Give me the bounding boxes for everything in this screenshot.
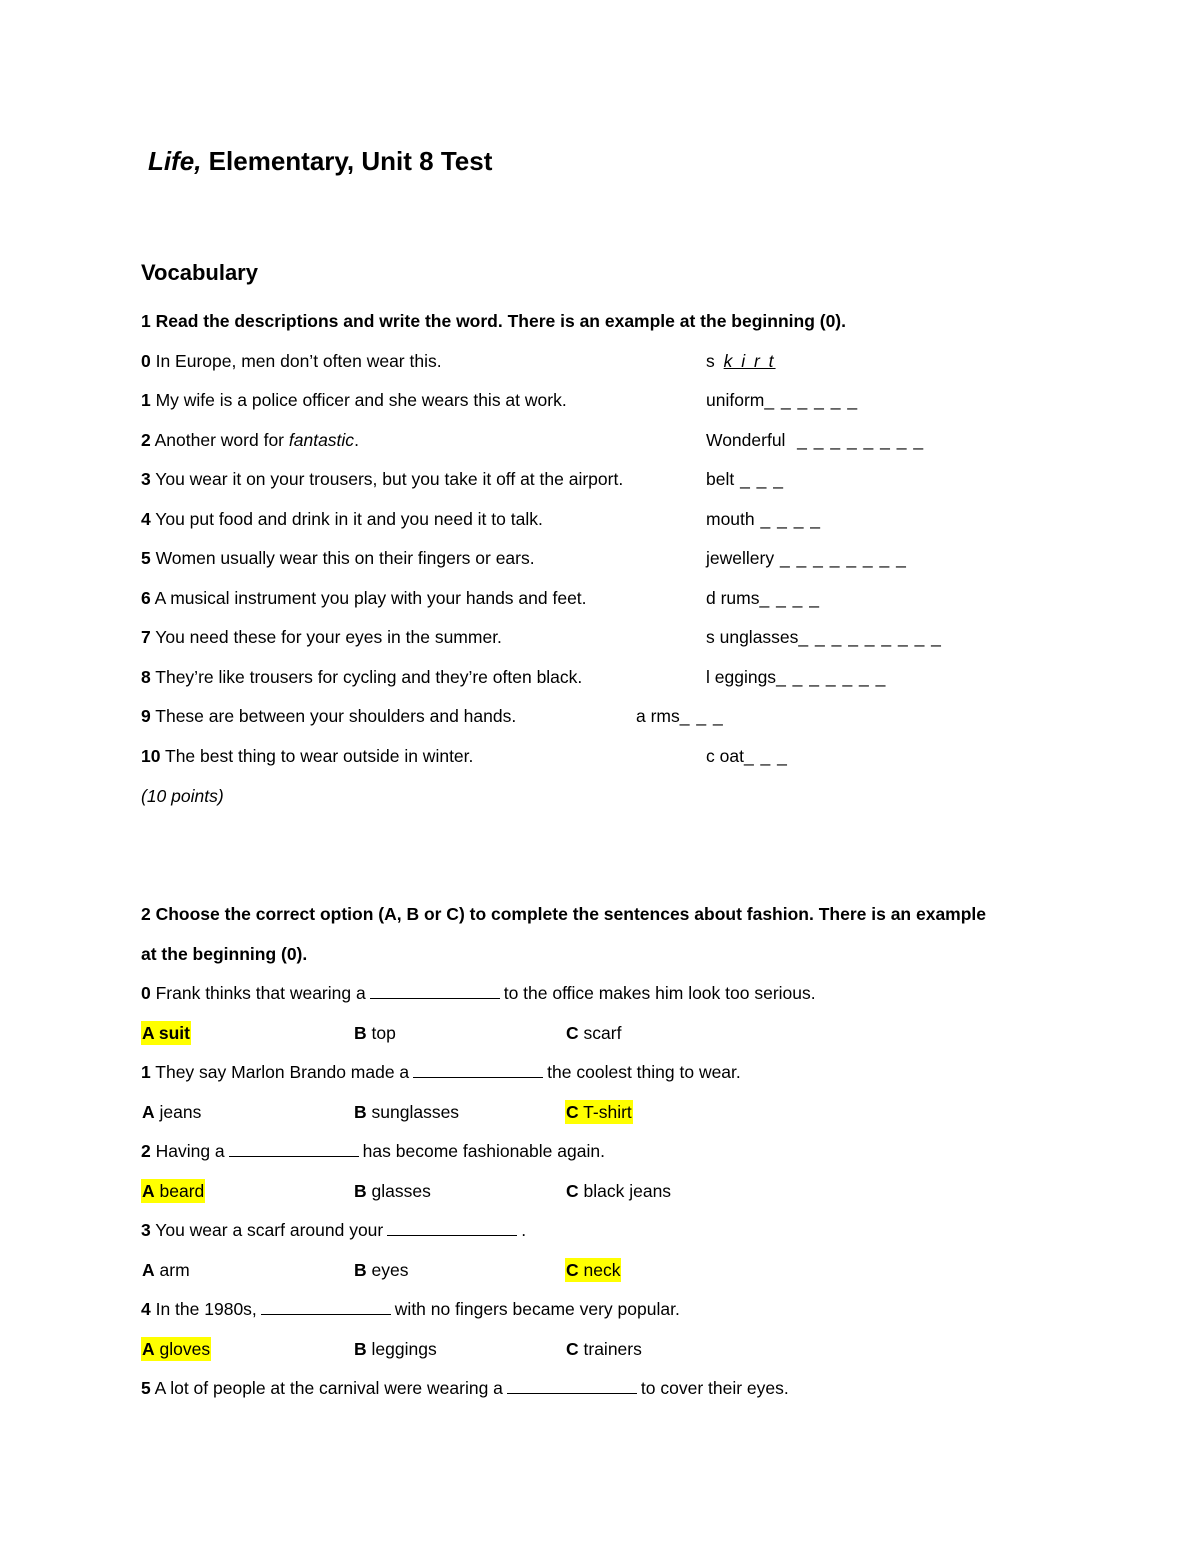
option-c[interactable] — [565, 1258, 621, 1282]
ex1-answer-field[interactable] — [706, 467, 784, 491]
ex1-item — [141, 428, 359, 452]
option-c[interactable] — [565, 1179, 672, 1203]
option-a[interactable] — [141, 1258, 191, 1282]
ex1-answer-field[interactable] — [706, 586, 820, 610]
item-text-after: . — [354, 430, 359, 450]
option-letter: A — [142, 1339, 155, 1359]
answer-prefix: s — [706, 351, 724, 371]
ex1-item — [141, 546, 535, 570]
item-text: These are between your shoulders and hands. — [150, 706, 517, 726]
ex1-item — [141, 625, 502, 649]
answer-underlined: k i r t — [723, 351, 776, 371]
question-number: 3 — [141, 1220, 151, 1240]
question-text-before: You wear a scarf around your — [150, 1220, 384, 1240]
ex2-question — [141, 1218, 526, 1242]
ex2-question — [141, 1139, 605, 1163]
question-text-before: Having a — [150, 1141, 225, 1161]
question-text-before: A lot of people at the carnival were wearing a — [150, 1378, 503, 1398]
question-number: 0 — [141, 983, 151, 1003]
option-b[interactable] — [353, 1258, 409, 1282]
ex1-answer-field[interactable] — [706, 388, 858, 412]
option-letter: A — [142, 1260, 155, 1280]
ex1-points: (10 points) — [141, 786, 224, 806]
option-text: suit — [154, 1023, 190, 1043]
option-a[interactable] — [141, 1021, 191, 1045]
ex1-answer-field[interactable] — [706, 546, 907, 570]
answer-blank: _ _ _ _ _ _ _ — [776, 667, 887, 687]
option-letter: C — [566, 1102, 579, 1122]
ex2-instruction-line1: 2 Choose the correct option (A, B or C) to complete the sentences about fashion. There is an example — [141, 904, 987, 924]
ex1-item — [141, 586, 587, 610]
option-text: arm — [154, 1260, 190, 1280]
option-c[interactable] — [565, 1337, 643, 1361]
option-letter: B — [354, 1339, 367, 1359]
question-text-before: In the 1980s, — [150, 1299, 257, 1319]
answer-blank: _ _ _ — [679, 706, 724, 726]
title-rest: Elementary, Unit 8 Test — [201, 146, 493, 176]
item-number: 10 — [141, 746, 161, 766]
option-letter: C — [566, 1023, 579, 1043]
answer-word: jewellery — [706, 548, 775, 568]
page-title — [148, 146, 492, 177]
option-letter: B — [354, 1181, 367, 1201]
ex1-example — [141, 349, 442, 373]
option-letter: B — [354, 1260, 367, 1280]
ex1-instruction: 1 Read the descriptions and write the word. There is an example at the beginning (0). — [141, 311, 846, 331]
ex1-item — [141, 467, 623, 491]
item-number: 2 — [141, 430, 151, 450]
question-number: 1 — [141, 1062, 151, 1082]
option-text: beard — [154, 1181, 205, 1201]
answer-gap[interactable] — [261, 1298, 391, 1315]
option-letter: A — [142, 1181, 155, 1201]
item-number: 8 — [141, 667, 151, 687]
item-text-italic: fantastic — [288, 430, 355, 450]
answer-blank: _ _ _ _ _ _ _ _ — [785, 430, 925, 450]
item-text: In Europe, men don’t often wear this. — [150, 351, 442, 371]
option-letter: B — [354, 1023, 367, 1043]
answer-blank: _ _ _ _ _ _ — [764, 390, 859, 410]
ex1-answer-field[interactable] — [636, 704, 724, 728]
ex1-item — [141, 507, 543, 531]
ex2-question — [141, 1060, 741, 1084]
option-b[interactable] — [353, 1100, 460, 1124]
item-text: Another word for — [150, 430, 289, 450]
ex1-item — [141, 704, 516, 728]
ex1-answer-field[interactable] — [706, 428, 924, 452]
option-letter: B — [354, 1102, 367, 1122]
section-heading-vocabulary: Vocabulary — [141, 260, 258, 285]
option-letter: C — [566, 1181, 579, 1201]
option-text: trainers — [578, 1339, 642, 1359]
option-text: sunglasses — [366, 1102, 460, 1122]
item-number: 5 — [141, 548, 151, 568]
answer-word: uniform — [706, 390, 765, 410]
option-a[interactable] — [141, 1100, 202, 1124]
option-text: jeans — [154, 1102, 202, 1122]
option-letter: C — [566, 1260, 579, 1280]
answer-gap[interactable] — [507, 1377, 637, 1394]
option-letter: A — [142, 1102, 155, 1122]
answer-blank: _ _ _ — [743, 746, 788, 766]
answer-gap[interactable] — [413, 1061, 543, 1078]
option-letter: C — [566, 1339, 579, 1359]
item-text: A musical instrument you play with your hands and feet. — [150, 588, 587, 608]
answer-word: mouth — [706, 509, 755, 529]
option-letter: A — [142, 1023, 154, 1043]
item-text: You need these for your eyes in the summer. — [150, 627, 502, 647]
option-text: top — [366, 1023, 396, 1043]
question-text-after: . — [521, 1220, 527, 1240]
option-text: scarf — [578, 1023, 622, 1043]
item-text: You wear it on your trousers, but you take it off at the airport. — [150, 469, 624, 489]
ex1-answer-field[interactable] — [706, 507, 821, 531]
answer-word: belt — [706, 469, 735, 489]
question-text-after: with no fingers became very popular. — [394, 1299, 680, 1319]
item-number: 3 — [141, 469, 151, 489]
answer-blank: _ _ _ — [734, 469, 785, 489]
item-number: 7 — [141, 627, 151, 647]
answer-word: c oat — [706, 746, 744, 766]
option-a[interactable] — [141, 1337, 211, 1361]
question-text-before: Frank thinks that wearing a — [150, 983, 366, 1003]
ex1-item — [141, 388, 567, 412]
title-italic: Life, — [148, 146, 202, 176]
answer-gap[interactable] — [387, 1219, 517, 1236]
option-a[interactable] — [141, 1179, 205, 1203]
answer-word: Wonderful — [706, 430, 786, 450]
item-text: My wife is a police officer and she wears this at work. — [150, 390, 567, 410]
ex1-item — [141, 665, 582, 689]
option-text: neck — [578, 1260, 621, 1280]
answer-blank: _ _ _ _ _ _ _ _ _ — [798, 627, 942, 647]
ex1-item — [141, 744, 473, 768]
item-number: 1 — [141, 390, 151, 410]
question-text-after: has become fashionable again. — [362, 1141, 605, 1161]
item-text: Women usually wear this on their fingers or ears. — [150, 548, 535, 568]
item-number: 9 — [141, 706, 151, 726]
answer-gap[interactable] — [370, 982, 500, 999]
question-number: 4 — [141, 1299, 151, 1319]
answer-blank: _ _ _ _ — [759, 588, 821, 608]
question-number: 5 — [141, 1378, 151, 1398]
option-b[interactable] — [353, 1021, 397, 1045]
question-text-after: to the office makes him look too serious. — [503, 983, 816, 1003]
question-text-before: They say Marlon Brando made a — [150, 1062, 410, 1082]
option-c[interactable] — [565, 1021, 622, 1045]
question-text-after: the coolest thing to wear. — [547, 1062, 741, 1082]
answer-word: l eggings — [706, 667, 777, 687]
answer-blank: _ _ _ _ _ _ _ _ — [774, 548, 907, 568]
answer-word: a rms — [636, 706, 680, 726]
answer-gap[interactable] — [229, 1140, 359, 1157]
ex2-question — [141, 981, 816, 1005]
option-text: black jeans — [578, 1181, 672, 1201]
option-b[interactable] — [353, 1337, 438, 1361]
question-number: 2 — [141, 1141, 151, 1161]
option-text: gloves — [154, 1339, 211, 1359]
answer-blank: _ _ _ _ — [754, 509, 822, 529]
answer-word: d rums — [706, 588, 760, 608]
option-text: glasses — [366, 1181, 431, 1201]
ex1-example-answer — [706, 349, 776, 373]
ex2-instruction-line2: at the beginning (0). — [141, 944, 308, 964]
ex2-question — [141, 1376, 789, 1400]
item-number: 6 — [141, 588, 151, 608]
ex1-answer-field[interactable] — [706, 625, 942, 649]
option-text: eyes — [366, 1260, 409, 1280]
item-number: 0 — [141, 351, 151, 371]
option-b[interactable] — [353, 1179, 432, 1203]
ex1-answer-field[interactable] — [706, 665, 886, 689]
ex1-answer-field[interactable] — [706, 744, 788, 768]
item-text: You put food and drink in it and you need it to talk. — [150, 509, 543, 529]
ex2-question — [141, 1297, 680, 1321]
item-text: The best thing to wear outside in winter. — [160, 746, 474, 766]
option-text: T-shirt — [578, 1102, 632, 1122]
item-text: They’re like trousers for cycling and they’re often black. — [150, 667, 583, 687]
item-number: 4 — [141, 509, 151, 529]
option-text: leggings — [366, 1339, 437, 1359]
answer-word: s unglasses — [706, 627, 799, 647]
question-text-after: to cover their eyes. — [640, 1378, 789, 1398]
option-c[interactable] — [565, 1100, 633, 1124]
